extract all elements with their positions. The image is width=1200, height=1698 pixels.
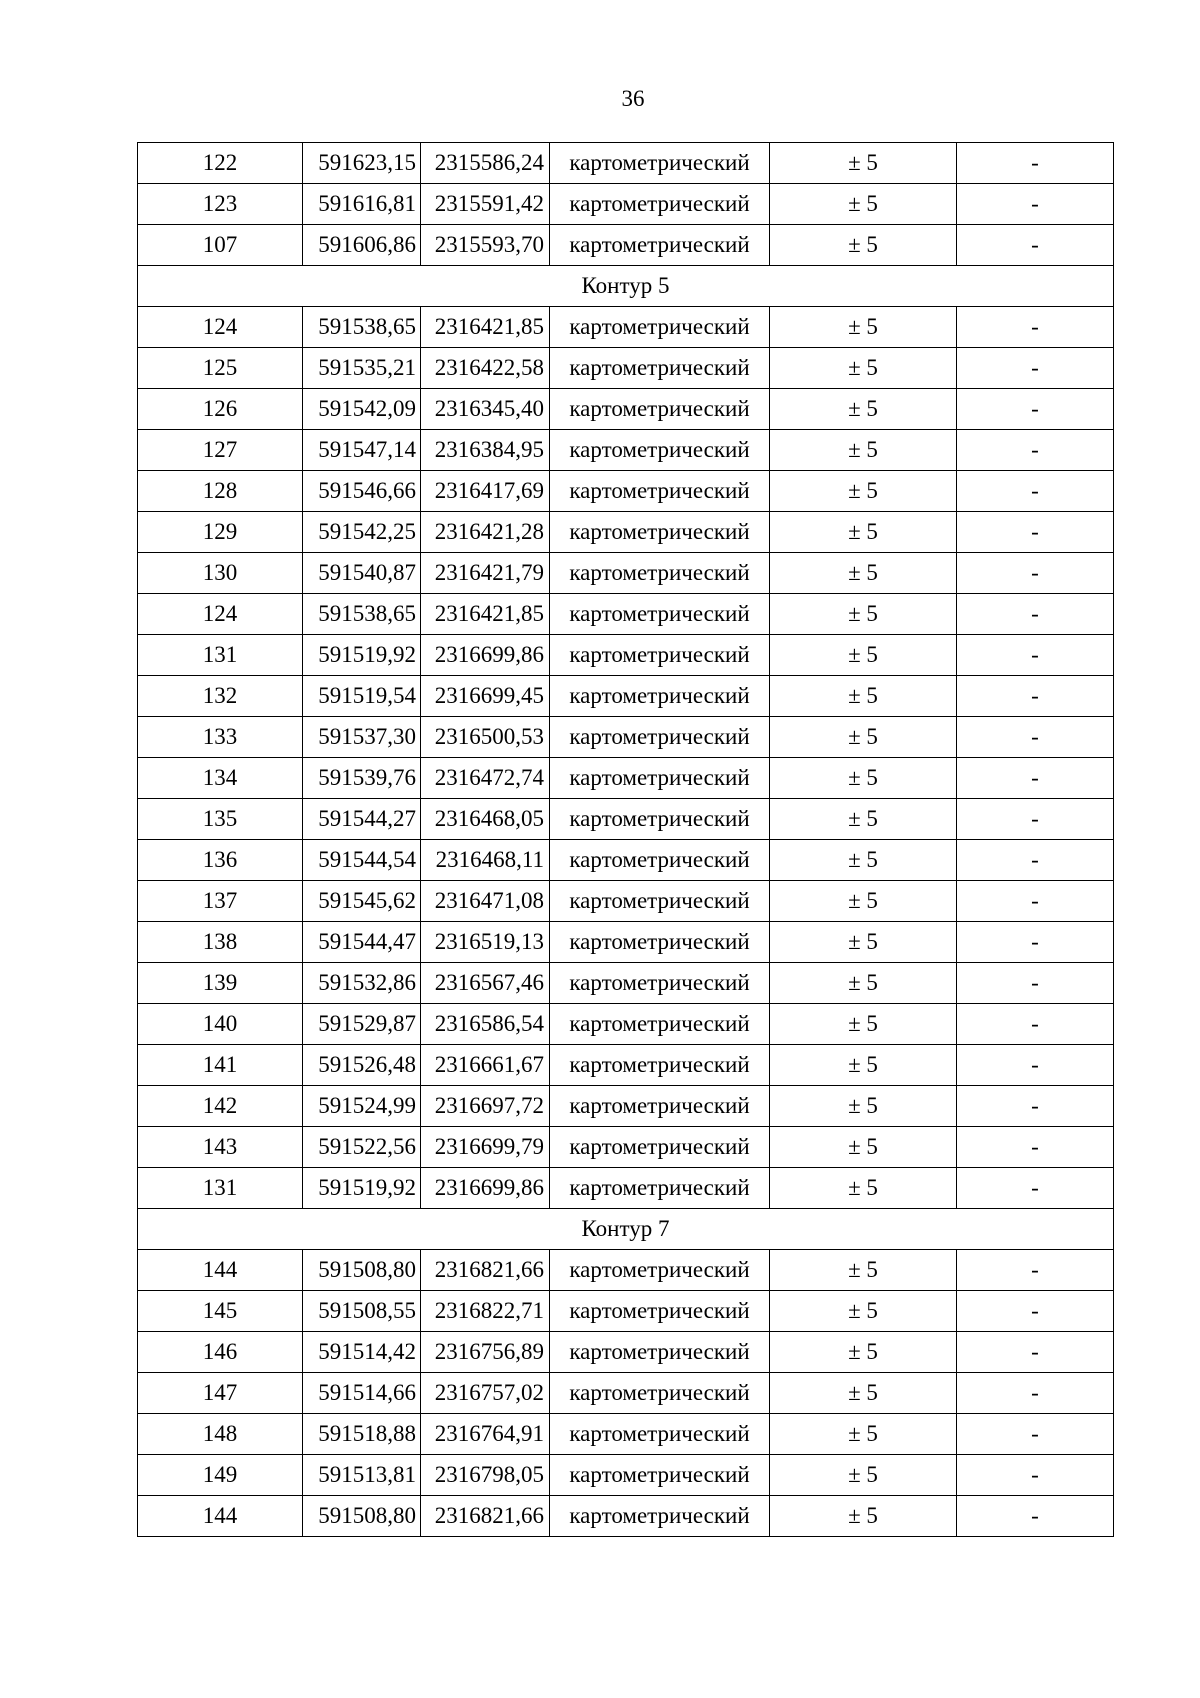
note-cell: - [957,881,1114,922]
accuracy-cell: ± 5 [770,348,957,389]
y-coordinate-cell: 2316417,69 [421,471,550,512]
note-cell: - [957,1127,1114,1168]
note-cell: - [957,471,1114,512]
y-coordinate-cell: 2316421,28 [421,512,550,553]
x-coordinate-cell: 591522,56 [303,1127,421,1168]
x-coordinate-cell: 591514,66 [303,1373,421,1414]
x-coordinate-cell: 591542,09 [303,389,421,430]
method-cell: картометрический [550,348,770,389]
table-row [138,225,1114,266]
x-coordinate-cell: 591519,92 [303,1168,421,1209]
accuracy-cell: ± 5 [770,184,957,225]
section-title: Контур 7 [138,1209,1114,1250]
method-cell: картометрический [550,1291,770,1332]
point-id-cell: 143 [138,1127,303,1168]
accuracy-cell: ± 5 [770,1373,957,1414]
table-row [138,676,1114,717]
y-coordinate-cell: 2316757,02 [421,1373,550,1414]
point-id-cell: 142 [138,1086,303,1127]
method-cell: картометрический [550,799,770,840]
table-row [138,1045,1114,1086]
method-cell: картометрический [550,307,770,348]
y-coordinate-cell: 2316345,40 [421,389,550,430]
point-id-cell: 131 [138,635,303,676]
accuracy-cell: ± 5 [770,758,957,799]
method-cell: картометрический [550,717,770,758]
note-cell: - [957,553,1114,594]
method-cell: картометрический [550,1373,770,1414]
y-coordinate-cell: 2316472,74 [421,758,550,799]
accuracy-cell: ± 5 [770,799,957,840]
accuracy-cell: ± 5 [770,1291,957,1332]
table-row [138,348,1114,389]
method-cell: картометрический [550,430,770,471]
note-cell: - [957,1250,1114,1291]
point-id-cell: 148 [138,1414,303,1455]
point-id-cell: 147 [138,1373,303,1414]
y-coordinate-cell: 2316586,54 [421,1004,550,1045]
y-coordinate-cell: 2315593,70 [421,225,550,266]
note-cell: - [957,594,1114,635]
accuracy-cell: ± 5 [770,471,957,512]
note-cell: - [957,1414,1114,1455]
point-id-cell: 107 [138,225,303,266]
table-row [138,553,1114,594]
section-header-row [138,266,1114,307]
note-cell: - [957,758,1114,799]
accuracy-cell: ± 5 [770,1455,957,1496]
method-cell: картометрический [550,881,770,922]
accuracy-cell: ± 5 [770,676,957,717]
x-coordinate-cell: 591524,99 [303,1086,421,1127]
point-id-cell: 124 [138,594,303,635]
point-id-cell: 127 [138,430,303,471]
note-cell: - [957,1373,1114,1414]
note-cell: - [957,143,1114,184]
accuracy-cell: ± 5 [770,143,957,184]
note-cell: - [957,184,1114,225]
table-row [138,594,1114,635]
y-coordinate-cell: 2316384,95 [421,430,550,471]
accuracy-cell: ± 5 [770,225,957,266]
note-cell: - [957,922,1114,963]
table-row [138,1004,1114,1045]
point-id-cell: 144 [138,1496,303,1537]
note-cell: - [957,717,1114,758]
x-coordinate-cell: 591538,65 [303,594,421,635]
x-coordinate-cell: 591518,88 [303,1414,421,1455]
x-coordinate-cell: 591529,87 [303,1004,421,1045]
accuracy-cell: ± 5 [770,717,957,758]
y-coordinate-cell: 2316471,08 [421,881,550,922]
table-row [138,1414,1114,1455]
point-id-cell: 124 [138,307,303,348]
note-cell: - [957,635,1114,676]
note-cell: - [957,676,1114,717]
method-cell: картометрический [550,676,770,717]
x-coordinate-cell: 591544,27 [303,799,421,840]
y-coordinate-cell: 2316468,05 [421,799,550,840]
accuracy-cell: ± 5 [770,594,957,635]
point-id-cell: 128 [138,471,303,512]
y-coordinate-cell: 2316661,67 [421,1045,550,1086]
method-cell: картометрический [550,143,770,184]
x-coordinate-cell: 591508,55 [303,1291,421,1332]
y-coordinate-cell: 2316422,58 [421,348,550,389]
table-row [138,881,1114,922]
accuracy-cell: ± 5 [770,635,957,676]
accuracy-cell: ± 5 [770,963,957,1004]
accuracy-cell: ± 5 [770,307,957,348]
table-row [138,1332,1114,1373]
table-row [138,840,1114,881]
x-coordinate-cell: 591540,87 [303,553,421,594]
accuracy-cell: ± 5 [770,1250,957,1291]
method-cell: картометрический [550,594,770,635]
y-coordinate-cell: 2316697,72 [421,1086,550,1127]
section-header-row [138,1209,1114,1250]
point-id-cell: 126 [138,389,303,430]
accuracy-cell: ± 5 [770,1496,957,1537]
table-row [138,717,1114,758]
table-row [138,184,1114,225]
method-cell: картометрический [550,471,770,512]
point-id-cell: 123 [138,184,303,225]
y-coordinate-cell: 2316699,79 [421,1127,550,1168]
accuracy-cell: ± 5 [770,1004,957,1045]
point-id-cell: 131 [138,1168,303,1209]
y-coordinate-cell: 2316699,86 [421,1168,550,1209]
note-cell: - [957,799,1114,840]
table-row [138,758,1114,799]
point-id-cell: 129 [138,512,303,553]
table-row [138,1373,1114,1414]
point-id-cell: 140 [138,1004,303,1045]
table-row [138,1127,1114,1168]
point-id-cell: 141 [138,1045,303,1086]
note-cell: - [957,1496,1114,1537]
accuracy-cell: ± 5 [770,389,957,430]
page-number: 36 [621,86,645,111]
method-cell: картометрический [550,1332,770,1373]
y-coordinate-cell: 2316699,45 [421,676,550,717]
table-row [138,963,1114,1004]
point-id-cell: 132 [138,676,303,717]
table-row [138,307,1114,348]
method-cell: картометрический [550,389,770,430]
accuracy-cell: ± 5 [770,1045,957,1086]
table-row [138,1168,1114,1209]
note-cell: - [957,1332,1114,1373]
method-cell: картометрический [550,1168,770,1209]
method-cell: картометрический [550,553,770,594]
method-cell: картометрический [550,225,770,266]
x-coordinate-cell: 591539,76 [303,758,421,799]
point-id-cell: 122 [138,143,303,184]
point-id-cell: 136 [138,840,303,881]
y-coordinate-cell: 2316567,46 [421,963,550,1004]
point-id-cell: 125 [138,348,303,389]
point-id-cell: 149 [138,1455,303,1496]
y-coordinate-cell: 2316519,13 [421,922,550,963]
x-coordinate-cell: 591532,86 [303,963,421,1004]
y-coordinate-cell: 2316500,53 [421,717,550,758]
point-id-cell: 144 [138,1250,303,1291]
table-row [138,1455,1114,1496]
table-row [138,430,1114,471]
method-cell: картометрический [550,758,770,799]
x-coordinate-cell: 591519,92 [303,635,421,676]
note-cell: - [957,307,1114,348]
x-coordinate-cell: 591514,42 [303,1332,421,1373]
method-cell: картометрический [550,1127,770,1168]
x-coordinate-cell: 591544,47 [303,922,421,963]
accuracy-cell: ± 5 [770,881,957,922]
x-coordinate-cell: 591542,25 [303,512,421,553]
note-cell: - [957,348,1114,389]
x-coordinate-cell: 591508,80 [303,1496,421,1537]
note-cell: - [957,1004,1114,1045]
y-coordinate-cell: 2315591,42 [421,184,550,225]
x-coordinate-cell: 591544,54 [303,840,421,881]
method-cell: картометрический [550,184,770,225]
note-cell: - [957,963,1114,1004]
point-id-cell: 145 [138,1291,303,1332]
x-coordinate-cell: 591545,62 [303,881,421,922]
point-id-cell: 146 [138,1332,303,1373]
note-cell: - [957,1455,1114,1496]
coordinates-table-body [138,143,1114,1537]
y-coordinate-cell: 2316421,85 [421,307,550,348]
table-row [138,922,1114,963]
table-row [138,471,1114,512]
note-cell: - [957,1045,1114,1086]
y-coordinate-cell: 2316764,91 [421,1414,550,1455]
point-id-cell: 130 [138,553,303,594]
method-cell: картометрический [550,1250,770,1291]
accuracy-cell: ± 5 [770,922,957,963]
table-row [138,1291,1114,1332]
method-cell: картометрический [550,1004,770,1045]
table-row [138,1086,1114,1127]
y-coordinate-cell: 2316822,71 [421,1291,550,1332]
note-cell: - [957,512,1114,553]
table-row [138,799,1114,840]
note-cell: - [957,430,1114,471]
table-row [138,1496,1114,1537]
method-cell: картометрический [550,635,770,676]
method-cell: картометрический [550,1045,770,1086]
point-id-cell: 137 [138,881,303,922]
note-cell: - [957,840,1114,881]
x-coordinate-cell: 591616,81 [303,184,421,225]
x-coordinate-cell: 591538,65 [303,307,421,348]
x-coordinate-cell: 591508,80 [303,1250,421,1291]
method-cell: картометрический [550,963,770,1004]
x-coordinate-cell: 591526,48 [303,1045,421,1086]
point-id-cell: 139 [138,963,303,1004]
note-cell: - [957,225,1114,266]
y-coordinate-cell: 2316756,89 [421,1332,550,1373]
note-cell: - [957,1168,1114,1209]
x-coordinate-cell: 591547,14 [303,430,421,471]
table-row [138,389,1114,430]
x-coordinate-cell: 591537,30 [303,717,421,758]
method-cell: картометрический [550,1086,770,1127]
accuracy-cell: ± 5 [770,1127,957,1168]
y-coordinate-cell: 2316468,11 [421,840,550,881]
note-cell: - [957,389,1114,430]
table-row [138,512,1114,553]
y-coordinate-cell: 2316821,66 [421,1250,550,1291]
point-id-cell: 135 [138,799,303,840]
note-cell: - [957,1291,1114,1332]
y-coordinate-cell: 2316421,79 [421,553,550,594]
accuracy-cell: ± 5 [770,1414,957,1455]
table-row [138,1250,1114,1291]
y-coordinate-cell: 2316821,66 [421,1496,550,1537]
x-coordinate-cell: 591606,86 [303,225,421,266]
note-cell: - [957,1086,1114,1127]
x-coordinate-cell: 591535,21 [303,348,421,389]
x-coordinate-cell: 591623,15 [303,143,421,184]
method-cell: картометрический [550,1414,770,1455]
y-coordinate-cell: 2316421,85 [421,594,550,635]
y-coordinate-cell: 2315586,24 [421,143,550,184]
accuracy-cell: ± 5 [770,1168,957,1209]
coordinates-table [137,142,1114,1537]
accuracy-cell: ± 5 [770,553,957,594]
point-id-cell: 134 [138,758,303,799]
method-cell: картометрический [550,512,770,553]
method-cell: картометрический [550,922,770,963]
y-coordinate-cell: 2316699,86 [421,635,550,676]
x-coordinate-cell: 591513,81 [303,1455,421,1496]
method-cell: картометрический [550,1496,770,1537]
accuracy-cell: ± 5 [770,840,957,881]
y-coordinate-cell: 2316798,05 [421,1455,550,1496]
table-row [138,143,1114,184]
accuracy-cell: ± 5 [770,1332,957,1373]
method-cell: картометрический [550,1455,770,1496]
accuracy-cell: ± 5 [770,430,957,471]
section-title: Контур 5 [138,266,1114,307]
table-row [138,635,1114,676]
accuracy-cell: ± 5 [770,1086,957,1127]
method-cell: картометрический [550,840,770,881]
x-coordinate-cell: 591546,66 [303,471,421,512]
accuracy-cell: ± 5 [770,512,957,553]
point-id-cell: 138 [138,922,303,963]
point-id-cell: 133 [138,717,303,758]
x-coordinate-cell: 591519,54 [303,676,421,717]
